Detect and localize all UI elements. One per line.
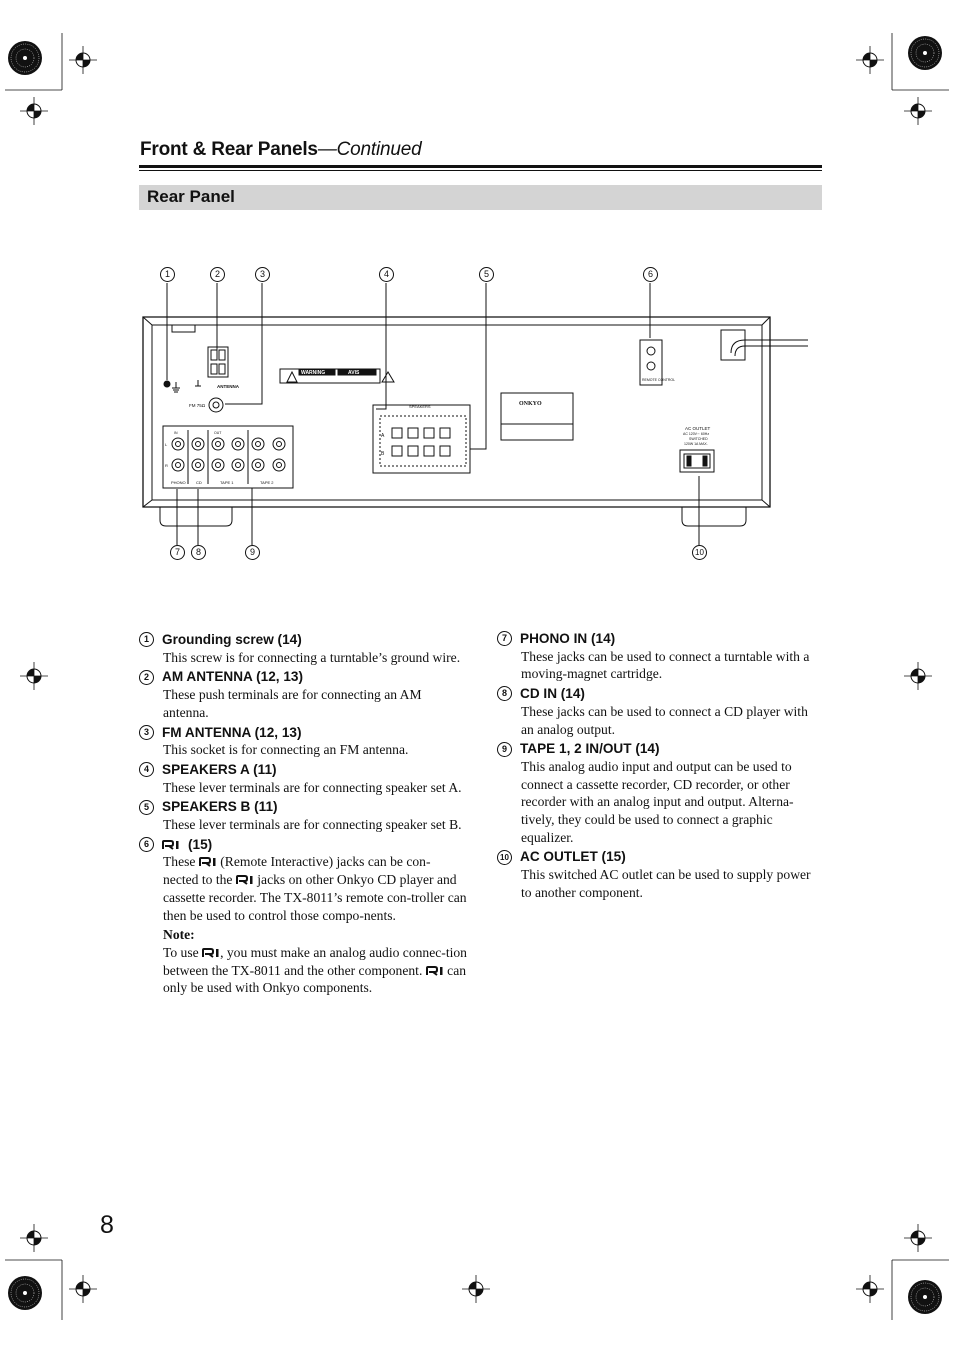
note-text: , you must make an analog audio connec-tion between the TX-8011 and the other component. [163, 944, 467, 978]
item-number: 8 [497, 686, 512, 701]
item-body [163, 853, 468, 924]
item-number: 6 [139, 837, 154, 852]
note-text: can only be used with Onkyo components. [163, 962, 467, 996]
item6-text: nected to the [163, 872, 233, 888]
item-4 [143, 761, 468, 796]
label-fm: FM 75Ω [189, 403, 206, 408]
note-label: Note: [163, 927, 195, 943]
item-body: This switched AC outlet can be used to supply power to another component. [521, 867, 811, 900]
ri-icon [162, 840, 180, 850]
callout-1: 1 [160, 267, 175, 282]
item-9 [501, 740, 821, 846]
callout-3: 3 [255, 267, 270, 282]
item-number: 4 [139, 762, 154, 777]
label-phono: PHONO [171, 480, 186, 485]
item6-text: (Remote Interactive) jacks can be con- [220, 854, 431, 870]
rear-panel-diagram [0, 0, 954, 600]
item-body: These lever terminals are for connecting speaker set B. [163, 817, 462, 833]
label-l: L [165, 442, 168, 447]
item-title: TAPE 1, 2 IN/OUT (14) [520, 741, 660, 757]
label-tape2: TAPE 2 [260, 480, 274, 485]
item-number: 1 [139, 632, 154, 647]
item-8 [501, 685, 821, 738]
label-avis: AVIS [348, 370, 360, 376]
ri-icon [426, 966, 444, 976]
item-number: 2 [139, 670, 154, 685]
item-7 [501, 630, 821, 683]
item-body: These jacks can be used to connect a turntable with a moving-magnet cartridge. [521, 648, 810, 682]
label-remote: REMOTE CONTROL [642, 378, 676, 382]
callout-5: 5 [479, 267, 494, 282]
header-continued: —Continued [317, 139, 422, 160]
header-title: Front & Rear Panels [140, 139, 318, 160]
item-3 [143, 724, 468, 759]
label-speakers-b: B [381, 451, 385, 457]
item6-text: jacks on other Onkyo CD player and cassette recorder. The TX-8011’s remote con-troller can then be used to control those compo-nents. [163, 872, 467, 923]
item-title: (15) [188, 836, 213, 852]
item-5 [143, 798, 468, 833]
label-r: R [165, 463, 168, 468]
left-column [143, 631, 468, 999]
item-2 [143, 668, 468, 721]
label-tape1: TAPE 1 [220, 480, 234, 485]
item-number: 10 [497, 850, 512, 865]
item-title: SPEAKERS A (11) [162, 761, 277, 777]
item-body: This analog audio input and output can be used to connect a cassette recorder, CD recorder, or other recorder with an analog input and output. Alterna-tively, they could be used to connect a graphic equalizer. [521, 758, 794, 845]
callout-4: 4 [379, 267, 394, 282]
item-title: PHONO IN (14) [520, 631, 616, 646]
section-title: Rear Panel [147, 187, 235, 206]
item-title: AC OUTLET (15) [520, 849, 626, 865]
page-number: 8 [100, 1211, 114, 1239]
label-ac-rating: AC 120V∼ 60Hz [683, 432, 710, 436]
item-title: Grounding screw (14) [162, 632, 302, 647]
callout-2: 2 [210, 267, 225, 282]
item-number: 7 [497, 631, 512, 646]
item-title: FM ANTENNA (12, 13) [162, 724, 302, 740]
callout-8: 8 [191, 545, 206, 560]
label-speakers: SPEAKERS [409, 404, 431, 409]
item-body: This socket is for connecting an FM antenna. [163, 742, 409, 758]
item-body: These lever terminals are for connecting speaker set A. [163, 779, 462, 795]
label-ac-switched: SWITCHED [689, 437, 708, 441]
callout-6: 6 [643, 267, 658, 282]
callout-10: 10 [692, 545, 707, 560]
ri-icon [202, 948, 220, 958]
rear-panel-drawing [0, 0, 954, 600]
item-body: This screw is for connecting a turntable’s ground wire. [163, 649, 461, 665]
label-ac-outlet: AC OUTLET [685, 426, 711, 431]
ri-icon [199, 857, 217, 867]
right-column [500, 630, 821, 904]
label-out: OUT [214, 431, 222, 435]
item-10 [500, 848, 821, 901]
label-cd: CD [196, 480, 202, 485]
label-ac-max: 120W 1A MAX. [684, 442, 708, 446]
item6-text: These [163, 854, 196, 870]
item-body: These jacks can be used to connect a CD player with an analog output. [521, 703, 808, 737]
label-brand: ONKYO [519, 401, 542, 407]
item-number: 5 [139, 800, 154, 815]
callout-7: 7 [170, 545, 185, 560]
note-text: To use [163, 944, 199, 960]
label-speakers-a: A [381, 433, 385, 439]
item-title: CD IN (14) [520, 686, 585, 702]
item-number: 9 [497, 742, 512, 757]
item-body: These push terminals are for connecting an AM antenna. [163, 687, 422, 720]
label-antenna: ANTENNA [217, 384, 239, 389]
label-warning: WARNING [301, 370, 326, 376]
item-6 [143, 836, 468, 997]
item-title: SPEAKERS B (11) [162, 799, 278, 815]
label-in: IN [174, 431, 178, 435]
callout-9: 9 [245, 545, 260, 560]
item-title: AM ANTENNA (12, 13) [162, 669, 303, 685]
note-body [163, 944, 468, 997]
item-1 [143, 631, 468, 666]
ri-icon [236, 875, 254, 885]
item-number: 3 [139, 725, 154, 740]
